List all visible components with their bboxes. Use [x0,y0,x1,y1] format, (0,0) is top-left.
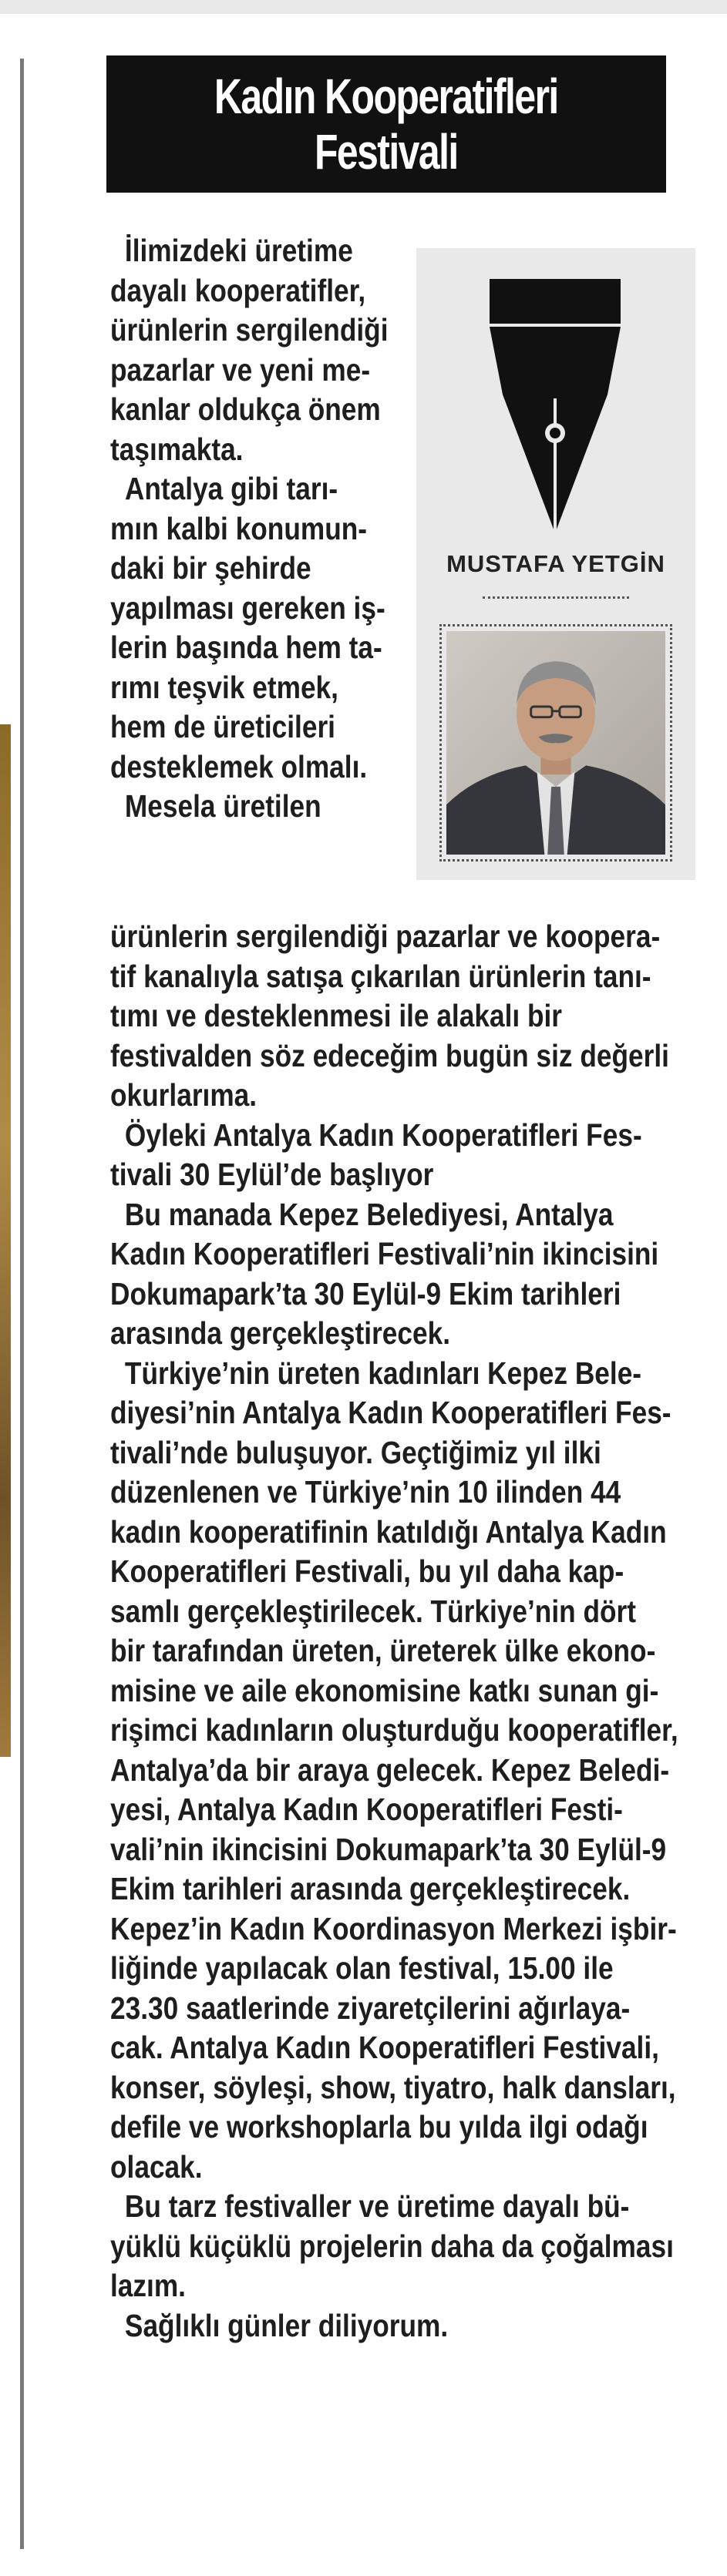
body-line: lazım. [110,2268,186,2303]
body-line: samlı gerçekleştirilecek. Türkiye’nin dört [110,1593,636,1629]
body-line: dayalı kooperatifler, [110,272,366,308]
author-photo-frame [439,624,672,861]
body-line: mın kalbi konumun- [110,510,368,546]
column-rule [20,59,24,2549]
body-line: cak. Antalya Kadın Kooperatifleri Festivali, [110,2030,659,2065]
author-name: MUSTAFA YETGİN [446,550,665,577]
top-page-strip [0,0,727,14]
body-line: tif kanalıyla satışa çıkarılan ürünlerin tanı- [110,958,651,994]
body-line: lerin başında hem ta- [110,630,382,665]
body-line: Öyleki Antalya Kadın Kooperatifleri Fes- [124,1117,642,1153]
body-line: ürünlerin sergilendiği pazarlar ve koopera- [110,919,661,954]
body-line: İlimizdeki üretime [124,233,353,268]
body-line: Sağlıklı günler diliyorum. [124,2307,449,2343]
body-line: rımı teşvik etmek, [110,669,338,705]
headline-title: Kadın Kooperatifleri Festivali [214,69,558,180]
body-line: pazarlar ve yeni me- [110,351,371,388]
body-line: festivalden söz edeceğim bugün siz değerli [110,1037,669,1073]
body-line: kanlar oldukça önem [110,391,381,427]
body-line: olacak. [110,2148,203,2185]
body-line: Ekim tarihleri arasında gerçekleştirecek. [110,1871,631,1906]
body-line: Bu manada Kepez Belediyesi, Antalya [124,1196,614,1232]
body-line: yüklü küçüklü projelerin daha da çoğalması [110,2228,674,2264]
body-line: desteklemek olmalı. [110,748,368,784]
body-line: vali’nin ikincisini Dokumapark’ta 30 Eylül-9 [110,1831,667,1867]
body-line: daki bir şehirde [110,550,311,586]
body-line: Antalya gibi tarı- [124,471,338,506]
body-line: yesi, Antalya Kadın Kooperatifleri Festi- [110,1792,623,1827]
adjacent-photo-edge [0,724,11,1757]
body-line: Türkiye’nin üreten kadınları Kepez Bele- [124,1355,642,1391]
body-line: taşımakta. [110,431,244,467]
body-line: arasında gerçekleştirecek. [110,1315,451,1351]
body-line: konser, söyleşi, show, tiyatro, halk dansları, [110,2069,676,2105]
author-portrait [446,631,665,855]
body-line: Dokumapark’ta 30 Eylül-9 Ekim tarihleri [110,1275,621,1312]
headline-banner [106,55,666,193]
body-line: Kooperatifleri Festivali, bu yıl daha kap- [110,1553,624,1589]
body-line: hem de üreticileri [110,709,335,744]
body-line: diyesi’nin Antalya Kadın Kooperatifleri Fes- [110,1395,671,1430]
body-line: düzenlenen ve Türkiye’nin 10 ilinden 44 [110,1474,621,1510]
dotted-separator [483,596,629,599]
body-line: Kadın Kooperatifleri Festivali’nin ikincisini [110,1236,659,1271]
body-line: Antalya’da bir araya gelecek. Kepez Beledi- [110,1751,670,1788]
body-line: defile ve workshoplarla bu yılda ilgi odağı [110,2109,648,2144]
body-line: ürünlerin sergilendiği [110,312,389,348]
fountain-pen-nib-icon [478,279,632,533]
article-wide-column [110,917,678,2346]
article-narrow-column [110,231,388,827]
body-line: Kepez’in Kadın Koordinasyon Merkezi işbir- [110,1910,677,1946]
body-line: 23.30 saatlerinde ziyaretçilerini ağırlaya- [110,1990,631,2026]
body-line: okurlarıma. [110,1077,257,1113]
body-line: liğinde yapılacak olan festival, 15.00 ile [110,1950,614,1986]
body-line: Bu tarz festivaller ve üretime dayalı bü- [124,2188,630,2224]
body-line: kadın kooperatifinin katıldığı Antalya Kadın [110,1513,667,1550]
body-line: Mesela üretilen [124,788,321,824]
body-line: tivali’nde buluşuyor. Geçtiğimiz yıl ilki [110,1434,601,1470]
body-line: tımı ve desteklenmesi ile alakalı bir [110,998,563,1033]
body-line: yapılması gereken iş- [110,589,385,626]
body-line: rişimci kadınların oluşturduğu kooperatifler, [110,1712,678,1748]
body-line: tivali 30 Eylül’de başlıyor [110,1157,434,1192]
body-line: bir tarafından üreten, üreterek ülke ekono- [110,1633,656,1668]
body-line: misine ve aile ekonomisine katkı sunan gi- [110,1672,659,1708]
columnist-box [416,248,695,880]
